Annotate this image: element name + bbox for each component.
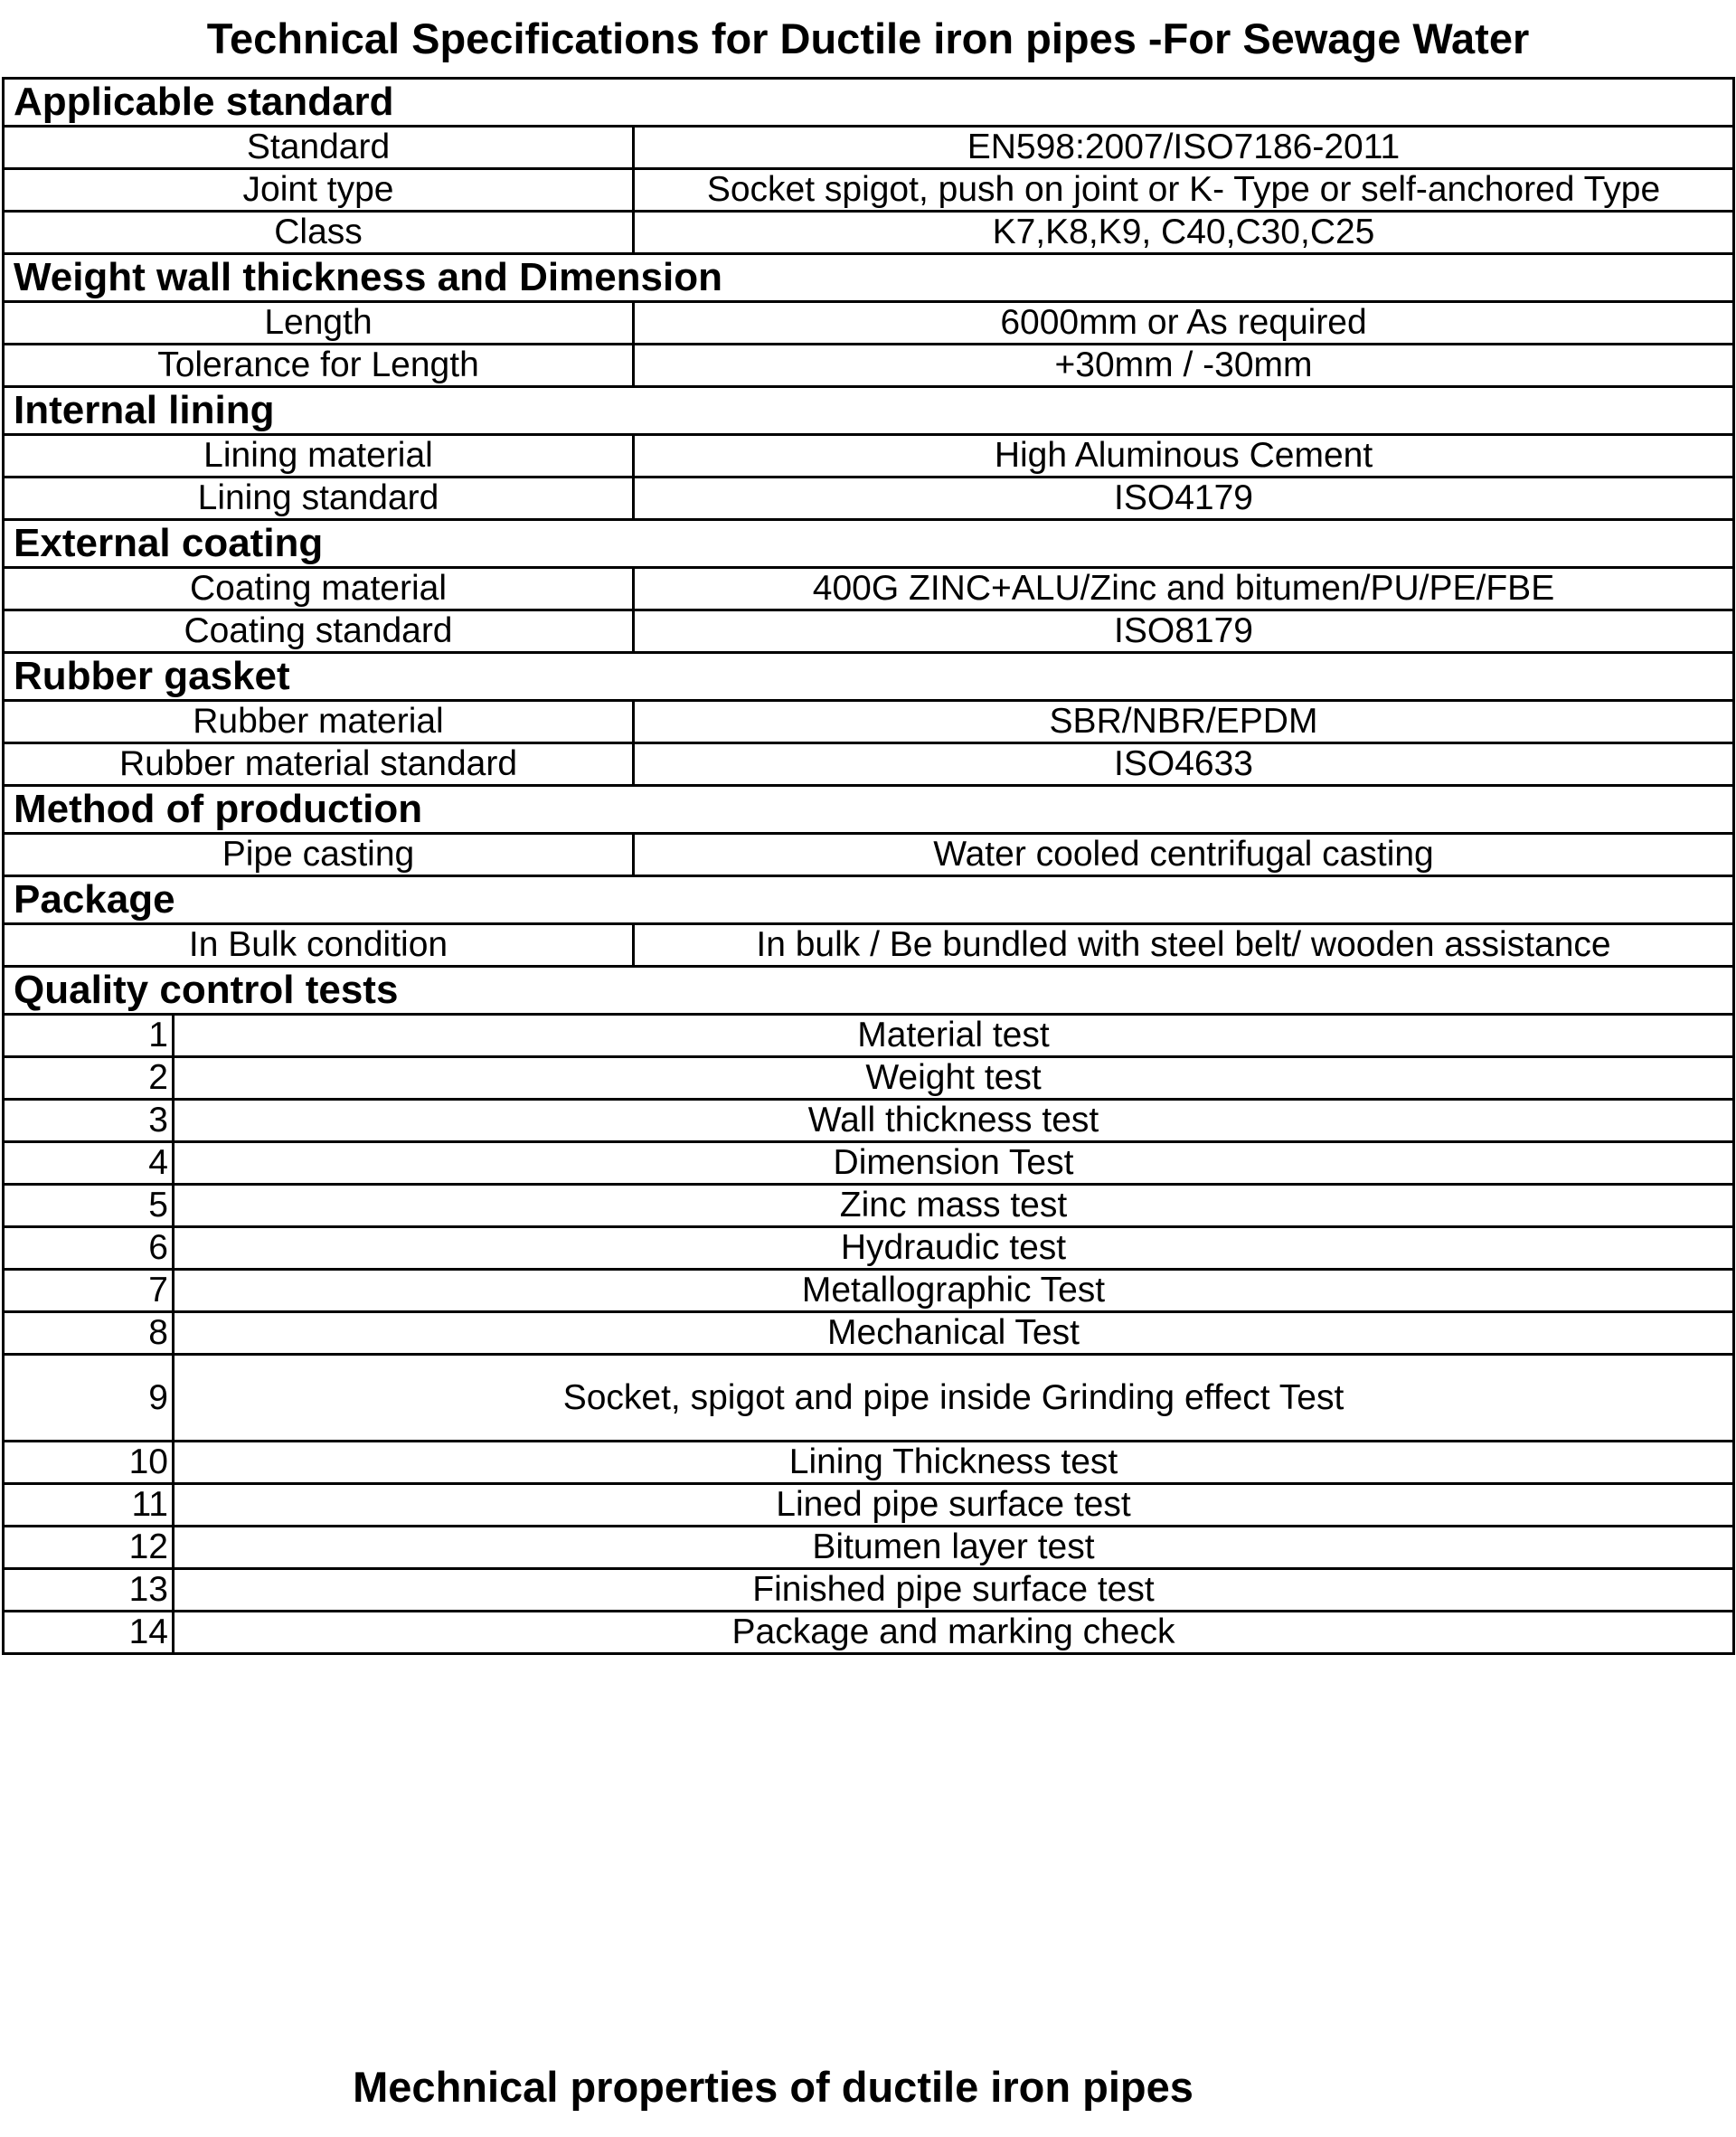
spec-row (4, 610, 1734, 653)
test-row (4, 1227, 1734, 1270)
spec-value: SBR/NBR/EPDM (634, 701, 1734, 743)
test-number: 2 (4, 1057, 174, 1100)
spec-value: Socket spigot, push on joint or K- Type or self-anchored Type (634, 169, 1734, 212)
test-row (4, 1355, 1734, 1442)
test-row (4, 1527, 1734, 1569)
section-heading: Method of production (4, 786, 1734, 834)
test-number: 8 (4, 1312, 174, 1355)
test-number: 5 (4, 1185, 174, 1227)
section-heading: Quality control tests (4, 967, 1734, 1015)
test-name: Package and marking check (174, 1612, 1734, 1654)
spec-row (4, 212, 1734, 254)
section-heading: Rubber gasket (4, 653, 1734, 701)
spec-value: +30mm / -30mm (634, 345, 1734, 387)
test-name: Lining Thickness test (174, 1442, 1734, 1484)
test-number: 10 (4, 1442, 174, 1484)
test-name: Wall thickness test (174, 1100, 1734, 1142)
section-header (4, 653, 1734, 701)
spec-row (4, 743, 1734, 786)
spec-label: Standard (4, 127, 634, 169)
section-header (4, 520, 1734, 568)
section-heading: External coating (4, 520, 1734, 568)
test-name: Weight test (174, 1057, 1734, 1100)
test-number: 1 (4, 1015, 174, 1057)
spec-label: Rubber material standard (4, 743, 634, 786)
test-row (4, 1057, 1734, 1100)
spec-row (4, 169, 1734, 212)
section-heading: Applicable standard (4, 79, 1734, 127)
spec-label: Lining standard (4, 478, 634, 520)
spec-row (4, 924, 1734, 967)
test-row (4, 1442, 1734, 1484)
test-row (4, 1484, 1734, 1527)
spec-value: 400G ZINC+ALU/Zinc and bitumen/PU/PE/FBE (634, 568, 1734, 610)
test-number: 9 (4, 1355, 174, 1442)
test-row (4, 1142, 1734, 1185)
spec-label: Length (4, 302, 634, 345)
section-header (4, 254, 1734, 302)
spec-value: ISO4179 (634, 478, 1734, 520)
test-name: Socket, spigot and pipe inside Grinding effect Test (174, 1355, 1734, 1442)
spec-label: Lining material (4, 435, 634, 478)
spec-value: EN598:2007/ISO7186-2011 (634, 127, 1734, 169)
section-header (4, 786, 1734, 834)
spec-row (4, 834, 1734, 876)
spec-row (4, 302, 1734, 345)
page-title: Technical Specifications for Ductile iron pipes -For Sewage Water (206, 14, 1530, 62)
test-row (4, 1185, 1734, 1227)
test-name: Bitumen layer test (174, 1527, 1734, 1569)
spec-value: K7,K8,K9, C40,C30,C25 (634, 212, 1734, 254)
test-number: 4 (4, 1142, 174, 1185)
test-name: Lined pipe surface test (174, 1484, 1734, 1527)
spec-label: Coating standard (4, 610, 634, 653)
spec-label: Tolerance for Length (4, 345, 634, 387)
test-name: Hydraudic test (174, 1227, 1734, 1270)
spec-row (4, 568, 1734, 610)
test-row (4, 1015, 1734, 1057)
spec-label: Joint type (4, 169, 634, 212)
spec-label: Class (4, 212, 634, 254)
spec-value: Water cooled centrifugal casting (634, 834, 1734, 876)
spec-row (4, 345, 1734, 387)
spec-value: ISO8179 (634, 610, 1734, 653)
spec-value: In bulk / Be bundled with steel belt/ wooden assistance (634, 924, 1734, 967)
section-header (4, 967, 1734, 1015)
test-row (4, 1569, 1734, 1612)
test-name: Zinc mass test (174, 1185, 1734, 1227)
spec-table (2, 77, 1735, 1655)
spec-row (4, 127, 1734, 169)
test-row (4, 1270, 1734, 1312)
test-number: 6 (4, 1227, 174, 1270)
spec-value: High Aluminous Cement (634, 435, 1734, 478)
section-heading: Internal lining (4, 387, 1734, 435)
spec-label: Coating material (4, 568, 634, 610)
spec-label: Pipe casting (4, 834, 634, 876)
test-number: 13 (4, 1569, 174, 1612)
test-name: Dimension Test (174, 1142, 1734, 1185)
spec-row (4, 478, 1734, 520)
test-name: Material test (174, 1015, 1734, 1057)
spec-label: Rubber material (4, 701, 634, 743)
section-header (4, 387, 1734, 435)
spec-value: ISO4633 (634, 743, 1734, 786)
test-number: 7 (4, 1270, 174, 1312)
spec-row (4, 435, 1734, 478)
test-row (4, 1312, 1734, 1355)
test-row (4, 1612, 1734, 1654)
test-name: Finished pipe surface test (174, 1569, 1734, 1612)
section-title-mechanical: Mechnical properties of ductile iron pipes (353, 2063, 1194, 2111)
test-number: 3 (4, 1100, 174, 1142)
spec-value: 6000mm or As required (634, 302, 1734, 345)
test-number: 11 (4, 1484, 174, 1527)
test-name: Metallographic Test (174, 1270, 1734, 1312)
test-row (4, 1100, 1734, 1142)
section-header (4, 876, 1734, 924)
spec-row (4, 701, 1734, 743)
test-name: Mechanical Test (174, 1312, 1734, 1355)
section-heading: Weight wall thickness and Dimension (4, 254, 1734, 302)
spec-label: In Bulk condition (4, 924, 634, 967)
test-number: 12 (4, 1527, 174, 1569)
section-heading: Package (4, 876, 1734, 924)
section-header (4, 79, 1734, 127)
test-number: 14 (4, 1612, 174, 1654)
